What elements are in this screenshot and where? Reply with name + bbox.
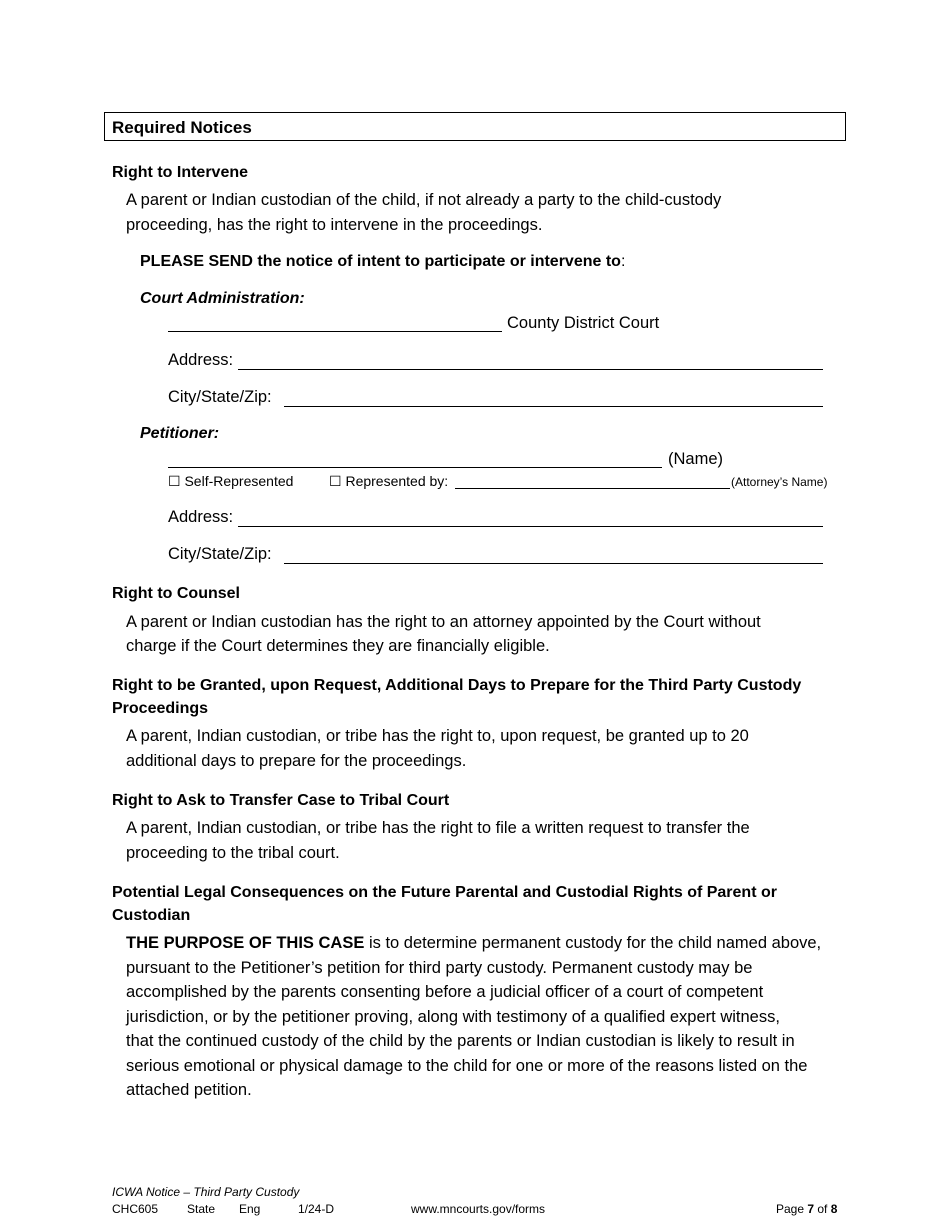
counsel-text-line2: charge if the Court determines they are financially eligible. <box>126 637 550 655</box>
petitioner-name-field[interactable] <box>168 467 662 468</box>
footer-form-code: CHC605 <box>112 1202 159 1216</box>
transfer-text-line1: A parent, Indian custodian, or tribe has the right to file a written request to transfer the <box>126 819 750 837</box>
additional-days-heading-line1: Right to be Granted, upon Request, Additional Days to Prepare for the Third Party Custody <box>112 677 802 694</box>
send-instruction <box>140 253 625 271</box>
attorney-name-field[interactable] <box>455 488 730 489</box>
transfer-heading: Right to Ask to Transfer Case to Tribal Court <box>112 792 450 809</box>
additional-days-heading-line2: Proceedings <box>112 700 209 717</box>
intervene-heading: Right to Intervene <box>112 164 249 181</box>
petitioner-name-suffix: (Name) <box>668 450 724 468</box>
petitioner-city-label: City/State/Zip: <box>168 545 272 563</box>
footer-page-number <box>776 1202 837 1216</box>
self-represented-option[interactable] <box>168 473 293 490</box>
footer-version: 1/24-D <box>298 1202 335 1216</box>
page-total: 8 <box>830 1202 838 1216</box>
page-of: of <box>814 1202 831 1216</box>
intervene-text-line2: proceeding, has the right to intervene in the proceedings. <box>126 216 543 234</box>
consequences-text-line7: attached petition. <box>126 1081 252 1099</box>
consequences-text-line4: jurisdiction, or by the petitioner proving, along with testimony of a qualified expert witness, <box>126 1008 780 1026</box>
petitioner-city-field[interactable] <box>284 563 823 564</box>
footer-form-title: ICWA Notice – Third Party Custody <box>112 1185 300 1199</box>
county-suffix: County District Court <box>507 314 660 332</box>
consequences-text-line1 <box>126 931 821 956</box>
consequences-heading-line1: Potential Legal Consequences on the Future Parental and Custodial Rights of Parent or <box>112 884 777 901</box>
consequences-text-line6: serious emotional or physical damage to the child for one or more of the reasons listed on the <box>126 1057 808 1075</box>
self-represented-checkbox-icon[interactable]: ☐ <box>168 473 181 489</box>
represented-by-label: Represented by: <box>345 473 449 489</box>
send-instruction-bold: PLEASE SEND the notice of intent to participate or intervene to <box>140 253 621 270</box>
consequences-text-line5: that the continued custody of the child by the parents or Indian custodian is likely to result in <box>126 1032 795 1050</box>
footer-language: Eng <box>239 1202 261 1216</box>
additional-days-text-line1: A parent, Indian custodian, or tribe has the right to, upon request, be granted up to 20 <box>126 727 749 745</box>
consequences-heading-line2: Custodian <box>112 907 191 924</box>
counsel-text-line1: A parent or Indian custodian has the right to an attorney appointed by the Court without <box>126 613 761 631</box>
court-address-field[interactable] <box>238 369 823 370</box>
county-name-field[interactable] <box>168 331 502 332</box>
intervene-text-line1: A parent or Indian custodian of the child, if not already a party to the child-custody <box>126 191 722 209</box>
self-represented-label: Self-Represented <box>184 473 294 489</box>
purpose-rest: is to determine permanent custody for the child named above, <box>364 934 822 952</box>
petitioner-address-label: Address: <box>168 508 234 526</box>
petitioner-address-field[interactable] <box>238 526 823 527</box>
consequences-text-line3: accomplished by the parents consenting before a judicial officer of a court of competent <box>126 983 764 1001</box>
court-address-label: Address: <box>168 351 234 369</box>
consequences-text-line2: pursuant to the Petitioner’s petition for third party custody. Permanent custody may be <box>126 959 753 977</box>
send-instruction-colon: : <box>620 253 626 270</box>
represented-by-checkbox-icon[interactable]: ☐ <box>329 473 342 489</box>
page-prefix: Page <box>776 1202 808 1216</box>
counsel-heading: Right to Counsel <box>112 585 240 602</box>
section-title: Required Notices <box>112 118 252 137</box>
petitioner-label: Petitioner: <box>140 425 220 442</box>
court-admin-label: Court Administration: <box>140 290 305 307</box>
attorney-suffix: (Attorney’s Name) <box>731 475 828 489</box>
represented-by-option[interactable] <box>329 473 448 490</box>
footer-jurisdiction: State <box>187 1202 216 1216</box>
purpose-lead: THE PURPOSE OF THIS CASE <box>126 934 365 952</box>
transfer-text-line2: proceeding to the tribal court. <box>126 844 340 862</box>
page-current: 7 <box>807 1202 815 1216</box>
required-notices-header <box>104 112 846 141</box>
court-city-label: City/State/Zip: <box>168 388 272 406</box>
additional-days-text-line2: additional days to prepare for the proceedings. <box>126 752 467 770</box>
court-city-field[interactable] <box>284 406 823 407</box>
footer-website[interactable]: www.mncourts.gov/forms <box>411 1202 546 1216</box>
